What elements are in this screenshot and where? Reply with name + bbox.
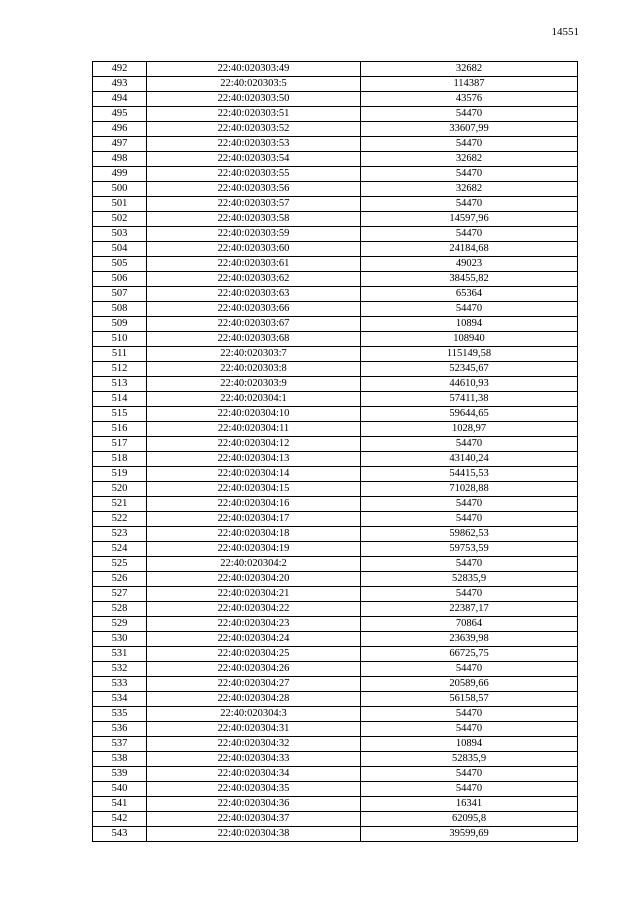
value-cell: 54470 [361, 167, 578, 182]
row-number-cell: 514 [93, 392, 147, 407]
row-number-cell: 519 [93, 467, 147, 482]
cadastral-number-cell: 22:40:020304:33 [147, 752, 361, 767]
value-cell: 52835,9 [361, 572, 578, 587]
value-cell: 49023 [361, 257, 578, 272]
value-cell: 54470 [361, 782, 578, 797]
table-row [93, 707, 578, 722]
row-number-cell: 542 [93, 812, 147, 827]
table-row [93, 347, 578, 362]
table-row [93, 137, 578, 152]
table-row [93, 752, 578, 767]
table-row [93, 317, 578, 332]
table-row [93, 677, 578, 692]
value-cell: 10894 [361, 737, 578, 752]
cadastral-number-cell: 22:40:020304:21 [147, 587, 361, 602]
value-cell: 54470 [361, 767, 578, 782]
value-cell: 54415,53 [361, 467, 578, 482]
cadastral-number-cell: 22:40:020304:20 [147, 572, 361, 587]
row-number-cell: 504 [93, 242, 147, 257]
value-cell: 54470 [361, 557, 578, 572]
cadastral-number-cell: 22:40:020303:52 [147, 122, 361, 137]
value-cell: 59644,65 [361, 407, 578, 422]
table-row [93, 497, 578, 512]
row-number-cell: 503 [93, 227, 147, 242]
cadastral-number-cell: 22:40:020304:12 [147, 437, 361, 452]
table-row [93, 182, 578, 197]
table-row [93, 212, 578, 227]
table-row [93, 152, 578, 167]
value-cell: 43576 [361, 92, 578, 107]
value-cell: 33607,99 [361, 122, 578, 137]
table-row [93, 542, 578, 557]
table-row [93, 422, 578, 437]
row-number-cell: 499 [93, 167, 147, 182]
cadastral-number-cell: 22:40:020303:58 [147, 212, 361, 227]
row-number-cell: 492 [93, 62, 147, 77]
row-number-cell: 532 [93, 662, 147, 677]
table-row [93, 572, 578, 587]
value-cell: 59862,53 [361, 527, 578, 542]
value-cell: 20589,66 [361, 677, 578, 692]
table-row [93, 332, 578, 347]
row-number-cell: 511 [93, 347, 147, 362]
table-row [93, 797, 578, 812]
row-number-cell: 513 [93, 377, 147, 392]
row-number-cell: 506 [93, 272, 147, 287]
table-row [93, 377, 578, 392]
row-number-cell: 515 [93, 407, 147, 422]
cadastral-number-cell: 22:40:020303:63 [147, 287, 361, 302]
table-row [93, 92, 578, 107]
row-number-cell: 536 [93, 722, 147, 737]
table-row [93, 452, 578, 467]
table-row [93, 77, 578, 92]
row-number-cell: 533 [93, 677, 147, 692]
cadastral-number-cell: 22:40:020304:24 [147, 632, 361, 647]
table-row [93, 107, 578, 122]
row-number-cell: 522 [93, 512, 147, 527]
value-cell: 54470 [361, 227, 578, 242]
table-row [93, 287, 578, 302]
cadastral-number-cell: 22:40:020304:10 [147, 407, 361, 422]
row-number-cell: 496 [93, 122, 147, 137]
row-number-cell: 494 [93, 92, 147, 107]
cadastral-number-cell: 22:40:020303:56 [147, 182, 361, 197]
row-number-cell: 537 [93, 737, 147, 752]
table-row [93, 557, 578, 572]
cadastral-number-cell: 22:40:020303:62 [147, 272, 361, 287]
cadastral-number-cell: 22:40:020303:67 [147, 317, 361, 332]
page-number: 14551 [551, 26, 579, 38]
cadastral-number-cell: 22:40:020303:50 [147, 92, 361, 107]
cadastral-number-cell: 22:40:020304:13 [147, 452, 361, 467]
value-cell: 54470 [361, 662, 578, 677]
table-row [93, 392, 578, 407]
cadastral-number-cell: 22:40:020303:57 [147, 197, 361, 212]
value-cell: 22387,17 [361, 602, 578, 617]
row-number-cell: 526 [93, 572, 147, 587]
table-row [93, 812, 578, 827]
row-number-cell: 530 [93, 632, 147, 647]
row-number-cell: 531 [93, 647, 147, 662]
value-cell: 54470 [361, 497, 578, 512]
cadastral-number-cell: 22:40:020304:31 [147, 722, 361, 737]
value-cell: 52835,9 [361, 752, 578, 767]
value-cell: 32682 [361, 62, 578, 77]
value-cell: 54470 [361, 512, 578, 527]
row-number-cell: 498 [93, 152, 147, 167]
cadastral-number-cell: 22:40:020303:66 [147, 302, 361, 317]
row-number-cell: 529 [93, 617, 147, 632]
row-number-cell: 541 [93, 797, 147, 812]
table-row [93, 242, 578, 257]
row-number-cell: 501 [93, 197, 147, 212]
row-number-cell: 507 [93, 287, 147, 302]
cadastral-number-cell: 22:40:020303:5 [147, 77, 361, 92]
row-number-cell: 543 [93, 827, 147, 842]
cadastral-number-cell: 22:40:020304:38 [147, 827, 361, 842]
cadastral-number-cell: 22:40:020303:54 [147, 152, 361, 167]
cadastral-number-cell: 22:40:020303:49 [147, 62, 361, 77]
value-cell: 54470 [361, 107, 578, 122]
row-number-cell: 495 [93, 107, 147, 122]
value-cell: 43140,24 [361, 452, 578, 467]
value-cell: 23639,98 [361, 632, 578, 647]
cadastral-number-cell: 22:40:020303:61 [147, 257, 361, 272]
value-cell: 32682 [361, 152, 578, 167]
table-row [93, 827, 578, 842]
value-cell: 62095,8 [361, 812, 578, 827]
table-row [93, 62, 578, 77]
cadastral-number-cell: 22:40:020304:35 [147, 782, 361, 797]
cadastral-number-cell: 22:40:020304:3 [147, 707, 361, 722]
value-cell: 66725,75 [361, 647, 578, 662]
table-row [93, 587, 578, 602]
table-row [93, 512, 578, 527]
cadastral-number-cell: 22:40:020304:22 [147, 602, 361, 617]
table-row [93, 167, 578, 182]
cadastral-number-cell: 22:40:020304:11 [147, 422, 361, 437]
table-row [93, 527, 578, 542]
table-row [93, 782, 578, 797]
value-cell: 57411,38 [361, 392, 578, 407]
data-table [92, 61, 578, 842]
cadastral-number-cell: 22:40:020304:28 [147, 692, 361, 707]
table-row [93, 437, 578, 452]
value-cell: 16341 [361, 797, 578, 812]
row-number-cell: 525 [93, 557, 147, 572]
cadastral-number-cell: 22:40:020303:53 [147, 137, 361, 152]
value-cell: 54470 [361, 587, 578, 602]
value-cell: 38455,82 [361, 272, 578, 287]
cadastral-number-cell: 22:40:020303:68 [147, 332, 361, 347]
row-number-cell: 508 [93, 302, 147, 317]
table-body [93, 62, 578, 842]
cadastral-number-cell: 22:40:020303:59 [147, 227, 361, 242]
row-number-cell: 518 [93, 452, 147, 467]
table-row [93, 602, 578, 617]
value-cell: 56158,57 [361, 692, 578, 707]
table-row [93, 647, 578, 662]
row-number-cell: 540 [93, 782, 147, 797]
value-cell: 71028,88 [361, 482, 578, 497]
cadastral-number-cell: 22:40:020304:34 [147, 767, 361, 782]
cadastral-number-cell: 22:40:020304:25 [147, 647, 361, 662]
cadastral-number-cell: 22:40:020304:23 [147, 617, 361, 632]
value-cell: 52345,67 [361, 362, 578, 377]
table-row [93, 767, 578, 782]
row-number-cell: 500 [93, 182, 147, 197]
row-number-cell: 520 [93, 482, 147, 497]
cadastral-number-cell: 22:40:020304:36 [147, 797, 361, 812]
value-cell: 65364 [361, 287, 578, 302]
row-number-cell: 538 [93, 752, 147, 767]
table-row [93, 482, 578, 497]
table-row [93, 302, 578, 317]
value-cell: 54470 [361, 197, 578, 212]
table-row [93, 632, 578, 647]
table-row [93, 122, 578, 137]
cadastral-number-cell: 22:40:020304:15 [147, 482, 361, 497]
table-row [93, 617, 578, 632]
table-row [93, 737, 578, 752]
value-cell: 24184,68 [361, 242, 578, 257]
value-cell: 114387 [361, 77, 578, 92]
value-cell: 44610,93 [361, 377, 578, 392]
table-row [93, 197, 578, 212]
value-cell: 39599,69 [361, 827, 578, 842]
cadastral-number-cell: 22:40:020304:19 [147, 542, 361, 557]
row-number-cell: 509 [93, 317, 147, 332]
row-number-cell: 516 [93, 422, 147, 437]
table-row [93, 227, 578, 242]
value-cell: 54470 [361, 302, 578, 317]
cadastral-number-cell: 22:40:020304:37 [147, 812, 361, 827]
row-number-cell: 510 [93, 332, 147, 347]
row-number-cell: 497 [93, 137, 147, 152]
value-cell: 54470 [361, 722, 578, 737]
table-row [93, 467, 578, 482]
row-number-cell: 535 [93, 707, 147, 722]
cadastral-number-cell: 22:40:020304:26 [147, 662, 361, 677]
value-cell: 115149,58 [361, 347, 578, 362]
table-row [93, 722, 578, 737]
value-cell: 14597,96 [361, 212, 578, 227]
table-row [93, 272, 578, 287]
cadastral-number-cell: 22:40:020303:7 [147, 347, 361, 362]
cadastral-number-cell: 22:40:020304:14 [147, 467, 361, 482]
row-number-cell: 527 [93, 587, 147, 602]
row-number-cell: 493 [93, 77, 147, 92]
value-cell: 54470 [361, 137, 578, 152]
cadastral-number-cell: 22:40:020304:17 [147, 512, 361, 527]
cadastral-number-cell: 22:40:020303:55 [147, 167, 361, 182]
table-row [93, 407, 578, 422]
cadastral-number-cell: 22:40:020304:1 [147, 392, 361, 407]
row-number-cell: 524 [93, 542, 147, 557]
row-number-cell: 539 [93, 767, 147, 782]
row-number-cell: 517 [93, 437, 147, 452]
table-row [93, 362, 578, 377]
cadastral-number-cell: 22:40:020304:32 [147, 737, 361, 752]
cadastral-number-cell: 22:40:020304:16 [147, 497, 361, 512]
table-row [93, 662, 578, 677]
row-number-cell: 505 [93, 257, 147, 272]
row-number-cell: 534 [93, 692, 147, 707]
row-number-cell: 512 [93, 362, 147, 377]
value-cell: 54470 [361, 707, 578, 722]
cadastral-number-cell: 22:40:020303:8 [147, 362, 361, 377]
cadastral-number-cell: 22:40:020304:2 [147, 557, 361, 572]
value-cell: 108940 [361, 332, 578, 347]
cadastral-number-cell: 22:40:020303:51 [147, 107, 361, 122]
row-number-cell: 528 [93, 602, 147, 617]
value-cell: 54470 [361, 437, 578, 452]
row-number-cell: 521 [93, 497, 147, 512]
value-cell: 32682 [361, 182, 578, 197]
value-cell: 70864 [361, 617, 578, 632]
value-cell: 10894 [361, 317, 578, 332]
row-number-cell: 523 [93, 527, 147, 542]
cadastral-number-cell: 22:40:020303:9 [147, 377, 361, 392]
cadastral-number-cell: 22:40:020303:60 [147, 242, 361, 257]
table-row [93, 257, 578, 272]
cadastral-number-cell: 22:40:020304:18 [147, 527, 361, 542]
table-row [93, 692, 578, 707]
value-cell: 1028,97 [361, 422, 578, 437]
value-cell: 59753,59 [361, 542, 578, 557]
cadastral-number-cell: 22:40:020304:27 [147, 677, 361, 692]
row-number-cell: 502 [93, 212, 147, 227]
